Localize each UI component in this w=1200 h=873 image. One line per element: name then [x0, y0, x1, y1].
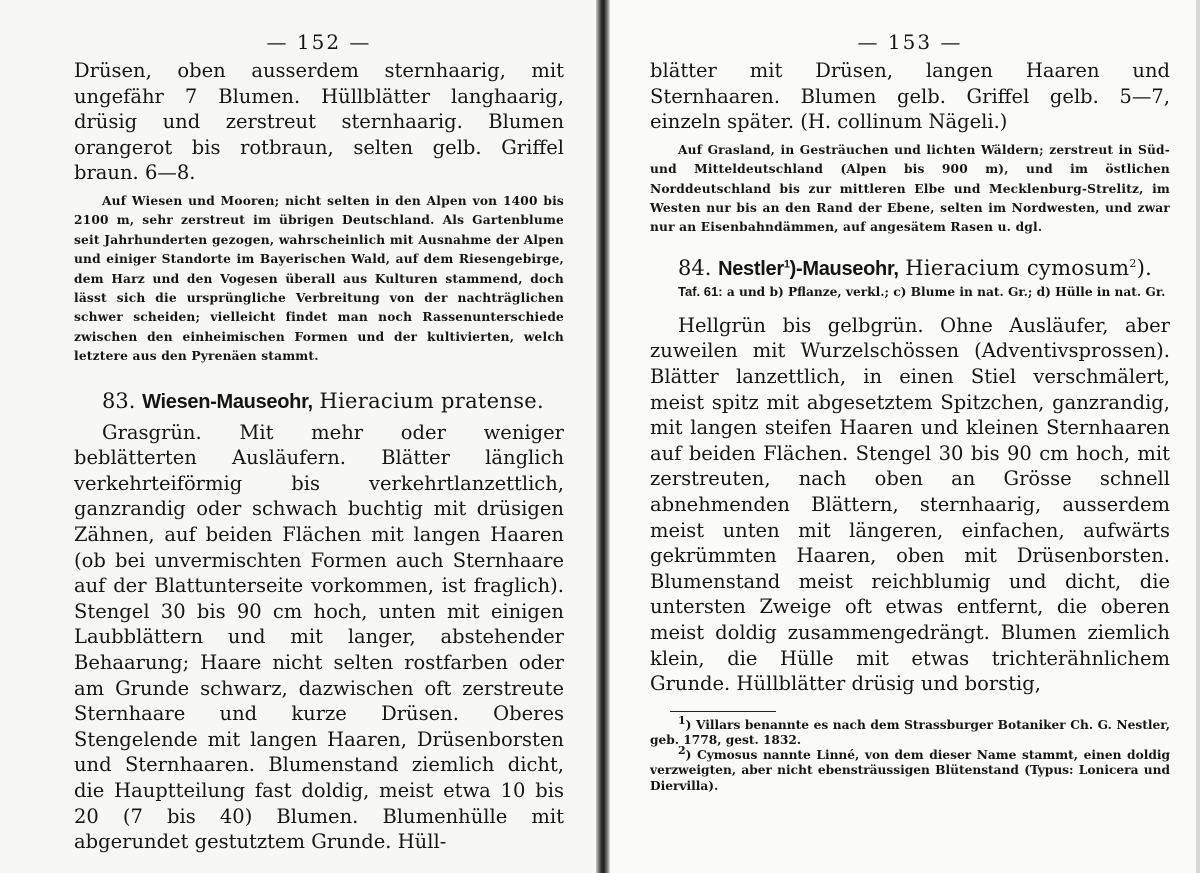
- footnote-mark: 1: [783, 258, 790, 271]
- species-description: Grasgrün. Mit mehr oder weniger beblätterten Ausläufern. Blätter länglich verkehrteiförmig bis verkehrtlanzettlich, ganzrandig oder schwach buchtig mit drüsigen Zähnen, auf beiden Flächen mit langen Haaren (ob bei unvermischten Formen auch Sternhaare auf der Blattunterseite vorkommen, ist fraglich). Stengel 30 bis 90 cm hoch, unten mit einigen Laubblättern und mit langer, abstehender Behaarung; Haare nicht selten rostfarben oder am Grunde schwarz, dazwischen oft zerstreute Sternhaare und kurze Drüsen. Oberes Stengelende mit langen Haaren, Drüsenborsten und Sternhaaren. Blumenstand ziemlich dicht, die Hauptteilung fast doldig, meist etwa 10 bis 20 (7 bis 40) Blumen. Blumenhülle mit abgerundet gestutztem Grunde. Hüll-: [74, 420, 564, 854]
- plate-reference: [650, 283, 1170, 301]
- left-page: [0, 0, 598, 873]
- footnote-mark: 2: [1129, 256, 1137, 270]
- page-number: — 153 —: [857, 30, 963, 54]
- continuation-text: Drüsen, oben ausserdem sternhaarig, mit ungefähr 7 Blumen. Hüllblätter langhaarig, drüsig und zerstreut sternhaarig. Blumen orangerot bis rotbraun, selten gelb. Griffel braun. 6—8.: [74, 59, 564, 185]
- species-number: 84.: [678, 255, 712, 280]
- continuation-text: blätter mit Drüsen, langen Haaren und Sternhaaren. Blumen gelb. Griffel gelb. 5—7, einzeln später. (H. collinum Nägeli.): [650, 59, 1170, 134]
- latin-name-text: Hieracium cymosum: [905, 255, 1130, 280]
- species-latin-name: [905, 256, 1152, 280]
- species-latin-name: Hieracium pratense.: [319, 388, 544, 413]
- footnote-text: ) Villars benannte es nach dem Strassburger Botaniker Ch. G. Nestler, geb. 1778, gest. 1832.: [650, 717, 1170, 747]
- page-number: — 152 —: [266, 30, 372, 54]
- species-german-name: Wiesen-Mauseohr,: [142, 390, 313, 413]
- species-heading: [650, 254, 1170, 283]
- right-page: [598, 0, 1200, 873]
- german-name-post: )-Mauseohr,: [789, 257, 899, 280]
- footnote-mark: 1: [678, 713, 686, 727]
- plate-label: Taf. 61:: [678, 283, 723, 299]
- species-german-name: [718, 258, 898, 280]
- species-heading: [74, 387, 564, 416]
- latin-name-end: ).: [1136, 255, 1153, 280]
- species-description: Hellgrün bis gelbgrün. Ohne Ausläufer, aber zuweilen mit Wurzelschössen (Adventivsprossen). Blätter lanzettlich, in einen Stiel verschmälert, meist spitz mit abgesetztem Spitzchen, ganzrandig, mit langen steifen Haaren und kleinen Sternhaaren auf beiden Flächen. Stengel 30 bis 90 cm hoch, mit zerstreuten, nach oben an Grösse schnell abnehmenden Blättern, sternhaarig, ausserdem meist unten mit längeren, einfachen, aufwärts gekrümmten Haaren, oben mit Drüsenborsten. Blumenstand meist reichblumig und dicht, die untersten Zweige oft etwas entfernt, die oberen meist doldig zusammengedrängt. Blumen ziemlich klein, die Hülle mit etwas trichterähnlichem Grunde. Hüllblätter drüsig und borstig,: [650, 313, 1170, 696]
- footnote-1: [650, 713, 1170, 748]
- book-gutter: [596, 0, 610, 873]
- plate-text: a und b) Pflanze, verkl.; c) Blume in nat. Gr.; d) Hülle in nat. Gr.: [726, 284, 1166, 299]
- footnote-text: ) Cymosus nannte Linné, von dem dieser Name stammt, einen doldig verzweigten, aber nicht ebensträussigen Blütenstand (Typus: Lonicera und Diervilla).: [650, 748, 1170, 793]
- habitat-text: Auf Grasland, in Gesträuchen und lichten Wäldern; zerstreut in Süd- und Mitteldeutschland (Alpen bis 900 m), und im östlichen Norddeutschland bis zur mittleren Elbe und Mecklenburg-Strelitz, im Westen nur bis an den Rand der Ebene, selten im Nordwesten, und zwar nur an Eisenbahndämmen, auf angesätem Rasen u. dgl.: [650, 142, 1170, 235]
- habitat-text: Auf Wiesen und Mooren; nicht selten in den Alpen von 1400 bis 2100 m, sehr zerstreut im übrigen Deutschland. Als Gartenblume seit Jahrhunderten gezogen, wahrscheinlich mit Ausnahme der Alpen und einiger Standorte im Bayerischen Wald, auf dem Riesengebirge, dem Harz und den Vogesen überall aus Kulturen stammend, doch lässt sich die ursprüngliche Verbreitung von der nachträglichen schwer scheiden; vielleicht findet man noch Rassenunterschiede zwischen den einheimischen Formen und der kultivierten, welch letztere aus den Pyrenäen stammt.: [74, 193, 564, 364]
- footnote-mark: 2: [678, 744, 686, 758]
- german-name-pre: Nestler: [718, 257, 784, 280]
- species-number: 83.: [102, 388, 136, 413]
- footnote-divider: [670, 711, 776, 712]
- page-edge: [1196, 0, 1200, 873]
- footnote-2: [650, 744, 1170, 794]
